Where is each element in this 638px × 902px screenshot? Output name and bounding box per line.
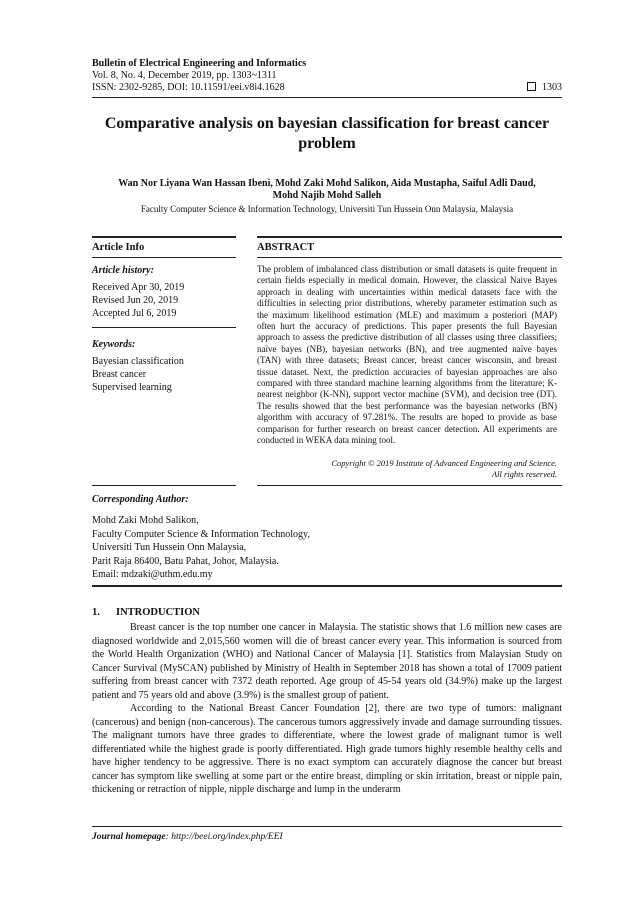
- abstract-bottom-rule: [257, 485, 562, 486]
- history-rule: [92, 327, 236, 328]
- author-list: [92, 178, 562, 202]
- corresponding-author-details: [92, 514, 492, 582]
- received-date: Received Apr 30, 2019: [92, 282, 185, 293]
- corresponding-line: Mohd Zaki Mohd Salikon,: [92, 515, 199, 526]
- article-info-heading: Article Info: [92, 242, 145, 253]
- article-history-label: Article history:: [92, 265, 154, 276]
- page-number-block: [527, 82, 562, 94]
- journal-homepage-link[interactable]: http://beei.org/index.php/EEI: [171, 832, 283, 842]
- footer-colon: :: [165, 832, 172, 842]
- corresponding-line: Universiti Tun Hussein Onn Malaysia,: [92, 542, 247, 553]
- paragraph: According to the National Breast Cancer Foundation [2], there are two type of tumors: malignant (cancerous) and benign (non-cancerous). The cancerous tumors aggressively invade and damage surrounding tissues. The malignant tumors have three grades to differentiate, where the lowest grade of malignant tumor is well differentiated while the highest grade is poorly differentiated. High grade tumors highly resemble healthy cells and have higher tendency to be aggressive. There is no exact symptom can accurately diagnose the cancer but breast cancer has symptom like swelling at some part or the entire breast, dimpling or skin irritation, breast or nipple pain, thickening or retraction of nipple, nipple discharge and lump in the underarm: [92, 703, 562, 795]
- revised-date: Revised Jun 20, 2019: [92, 295, 179, 306]
- section-title: INTRODUCTION: [116, 607, 201, 618]
- info-heading-rule: [92, 257, 236, 258]
- section-number: 1.: [92, 607, 100, 618]
- affiliation: Faculty Computer Science & Information Technology, Universiti Tun Hussein Onn Malaysia, Malaysia: [140, 204, 514, 214]
- corresponding-line: Faculty Computer Science & Information Technology,: [92, 528, 310, 540]
- corresponding-author-label: Corresponding Author:: [92, 494, 189, 505]
- keyword-item: Supervised learning: [92, 382, 172, 393]
- info-bottom-rule: [92, 485, 236, 486]
- abstract-text: The problem of imbalanced class distribution or small datasets is quite frequent in certain fields especially in medical domain. However, the classical Naive Bayes approach in dealing with uncertainties within medical datasets face with the difficulties in selecting prior distributions, whereby parameter estimation such as the maximum likelihood estimation (MLE) and maximum a posteriori (MAP) often hurt the accuracy of predictions. This paper presents the full Bayesian approach to assess the predictive distribution of all classes using three classifiers; naïve bayes (NB), bayesian networks (BN), and tree augmented naïve bayes (TAN) with three datasets; Breast cancer, breast cancer wisconsin, and breast tissue dataset. Next, the prediction accuracies of bayesian approaches are also compared with three standard machine learning algorithms from the literature; K-nearest neighbor (K-NN), support vector machine (SVM), and decision tree (DT). The results showed that the best performance was the bayesian networks (BN) algorithm with accuracy of 97.281%. The results are hoped to provide as base comparison for further research on breast cancer detection. All experiments are conducted in WEKA data mining tool.: [257, 264, 557, 446]
- journal-issn: ISSN: 2302-9285, DOI: 10.11591/eei.v8i4.1628: [92, 82, 285, 93]
- corresponding-email: Email: mdzaki@uthm.edu.my: [92, 569, 213, 580]
- copyright-line-1: Copyright © 2019 Institute of Advanced Engineering and Science.: [331, 458, 557, 468]
- corresponding-line: Parit Raja 86400, Batu Pahat, Johor, Malaysia.: [92, 555, 279, 567]
- abstract-heading-rule: [257, 257, 562, 258]
- authors-line-2: Mohd Najib Mohd Salleh: [272, 190, 382, 201]
- page-number: 1303: [542, 82, 562, 93]
- header-rule: [92, 97, 562, 98]
- journal-name: Bulletin of Electrical Engineering and Informatics: [92, 58, 307, 69]
- keyword-item: Breast cancer: [92, 369, 147, 380]
- journal-header: [92, 58, 562, 94]
- accepted-date: Accepted Jul 6, 2019: [92, 308, 177, 319]
- footer-label: Journal homepage: [92, 832, 166, 842]
- corresponding-rule: [92, 585, 562, 587]
- paper-title: Comparative analysis on bayesian classification for breast cancer problem: [104, 115, 550, 152]
- introduction-body: [92, 621, 562, 797]
- journal-volume: Vol. 8, No. 4, December 2019, pp. 1303~1311: [92, 70, 277, 81]
- footer-rule: [92, 826, 562, 827]
- page-box-icon: [527, 82, 536, 91]
- journal-footer: [92, 832, 283, 842]
- abstract-top-rule: [257, 236, 562, 238]
- keyword-item: Bayesian classification: [92, 356, 184, 367]
- authors-line-1: Wan Nor Liyana Wan Hassan Ibeni, Mohd Zaki Mohd Salikon, Aida Mustapha, Saiful Adli Daud,: [118, 178, 536, 189]
- article-history: [92, 281, 184, 320]
- copyright-notice: [257, 458, 557, 480]
- copyright-line-2: All rights reserved.: [491, 469, 557, 479]
- keyword-list: [92, 355, 184, 394]
- paragraph: Breast cancer is the top number one cancer in Malaysia. The statistic shows that 1.6 million new cases are diagnosed worldwide and 2,015,560 women will die of breast cancer every year. This information is sourced from the World Health Organization (WHO) and National Cancer of Malaysia [1]. Statistics from Malaysian Study on Cancer Survival (MySCAN) published by Ministry of Health in September 2018 has shown a total of 17009 patient suffering from breast cancer with 7372 death reported. Age group of 45-54 years old (34.9%) make up the largest patient and 75 years old and above (3.9%) is the smallest group of patient.: [92, 622, 562, 701]
- info-top-rule: [92, 236, 236, 238]
- abstract-heading: ABSTRACT: [257, 242, 315, 253]
- keywords-label: Keywords:: [92, 339, 136, 350]
- section-heading: [92, 607, 200, 618]
